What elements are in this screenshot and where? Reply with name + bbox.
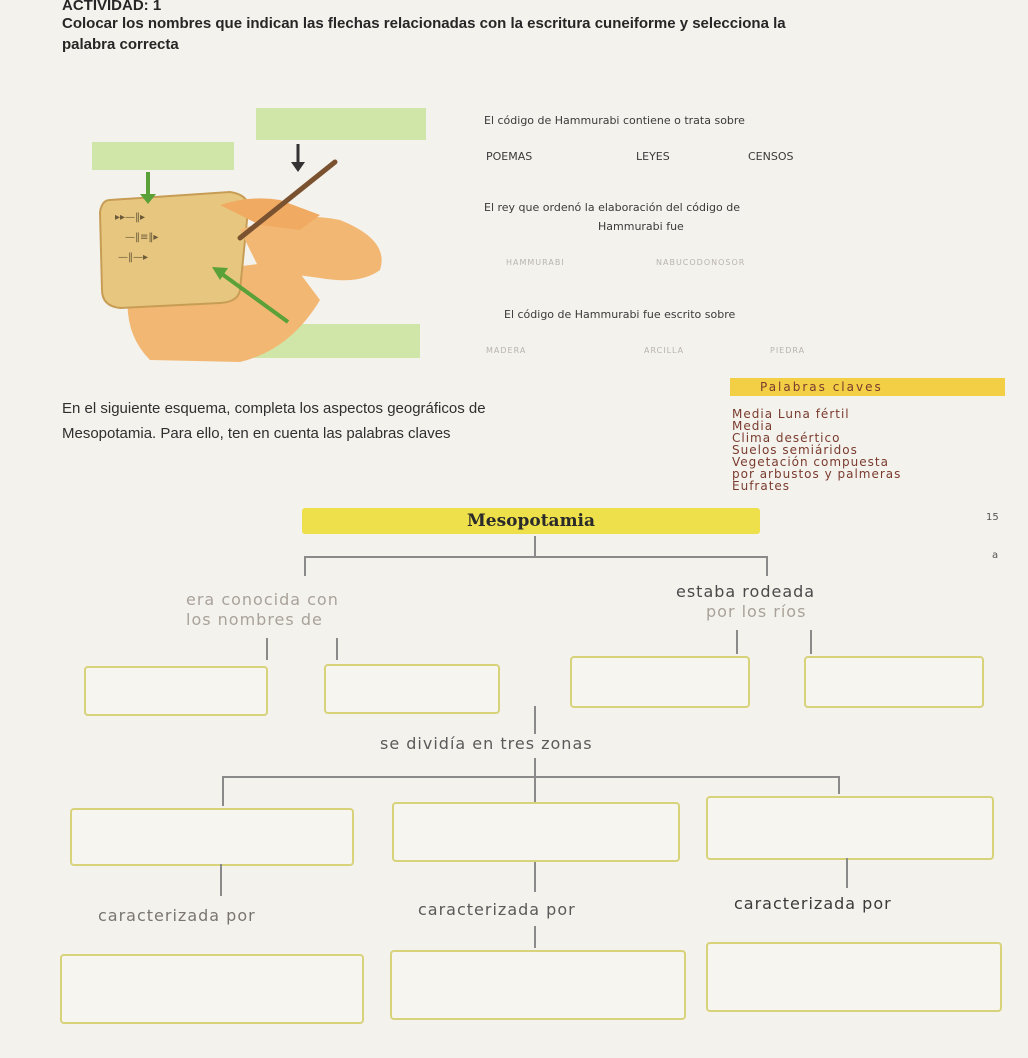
svg-text:—‖—▸: —‖—▸ xyxy=(118,252,149,263)
answer-box-zone-3[interactable] xyxy=(706,796,994,860)
answer-box-zone-1[interactable] xyxy=(70,808,354,866)
keyword-item: por arbustos y palmeras xyxy=(732,467,902,481)
quiz-option-nabucodonosor[interactable]: NABUCODONOSOR xyxy=(656,258,746,267)
connector xyxy=(810,630,812,654)
answer-box-name-2[interactable] xyxy=(324,664,500,714)
connector xyxy=(534,706,536,734)
connector xyxy=(304,556,768,558)
connector xyxy=(336,638,338,660)
quiz-option-censos[interactable]: CENSOS xyxy=(748,150,794,163)
answer-box-river-1[interactable] xyxy=(570,656,750,708)
connector xyxy=(534,536,536,556)
quiz-option-piedra[interactable]: PIEDRA xyxy=(770,346,806,355)
quiz-question-1: El código de Hammurabi contiene o trata sobre xyxy=(484,114,745,127)
connector xyxy=(222,776,840,778)
diagram-title: Mesopotamia xyxy=(302,508,760,534)
quiz-option-madera[interactable]: MADERA xyxy=(486,346,527,355)
connector xyxy=(220,864,222,896)
answer-box-name-1[interactable] xyxy=(84,666,268,716)
quiz-option-hammurabi[interactable]: HAMMURABI xyxy=(506,258,565,267)
label-known-as-line-2: los nombres de xyxy=(186,610,323,629)
connector xyxy=(534,926,536,948)
keyword-item: Eufrates xyxy=(732,479,791,493)
instruction-line-2: palabra correcta xyxy=(62,36,179,53)
connector xyxy=(534,776,536,802)
svg-text:▸▸—‖▸: ▸▸—‖▸ xyxy=(115,212,146,223)
connector xyxy=(534,758,536,776)
instruction-line-1: Colocar los nombres que indican las flechas relacionadas con la escritura cuneiforme y selecciona la xyxy=(62,15,786,32)
label-surrounded-line-1: estaba rodeada xyxy=(676,582,816,601)
label-surrounded-line-2: por los ríos xyxy=(706,602,807,621)
keyword-item: Suelos semiáridos xyxy=(732,443,858,457)
section2-instruction-line-2: Mesopotamia. Para ello, ten en cuenta las palabras claves xyxy=(62,425,451,442)
connector xyxy=(304,556,306,576)
label-characterized-2: caracterizada por xyxy=(418,900,576,919)
cuneiform-illustration xyxy=(90,100,450,375)
connector xyxy=(736,630,738,654)
keyword-item: Clima desértico xyxy=(732,431,841,445)
connector xyxy=(838,776,840,794)
margin-mark-15: 15 xyxy=(986,512,999,523)
keywords-title: Palabras claves xyxy=(730,378,1005,396)
section2-instruction-line-1: En el siguiente esquema, completa los aspectos geográficos de xyxy=(62,400,486,417)
svg-text:—‖≡‖▸: —‖≡‖▸ xyxy=(125,232,159,243)
answer-box-river-2[interactable] xyxy=(804,656,984,708)
connector xyxy=(846,858,848,888)
connector xyxy=(222,776,224,806)
answer-box-char-3[interactable] xyxy=(706,942,1002,1012)
activity-title: ACTIVIDAD: 1 xyxy=(62,0,162,14)
keyword-item: Media Luna fértil xyxy=(732,407,850,421)
quiz-option-leyes[interactable]: LEYES xyxy=(636,150,670,163)
label-characterized-3: caracterizada por xyxy=(734,894,892,913)
quiz-option-arcilla[interactable]: ARCILLA xyxy=(644,346,685,355)
quiz-question-2-line-1: El rey que ordenó la elaboración del código de xyxy=(484,201,740,214)
connector xyxy=(766,556,768,576)
connector xyxy=(534,862,536,892)
connector xyxy=(266,638,268,660)
margin-mark-a: a xyxy=(992,550,999,561)
tablet-and-hand-icon xyxy=(90,100,450,375)
label-characterized-1: caracterizada por xyxy=(98,906,256,925)
keyword-item: Vegetación compuesta xyxy=(732,455,889,469)
label-three-zones: se dividía en tres zonas xyxy=(380,734,593,753)
quiz-question-3: El código de Hammurabi fue escrito sobre xyxy=(504,308,736,321)
keyword-item: Media xyxy=(732,419,774,433)
answer-box-char-1[interactable] xyxy=(60,954,364,1024)
quiz-question-2-line-2: Hammurabi fue xyxy=(598,220,684,233)
keywords-list xyxy=(732,408,901,492)
label-known-as-line-1: era conocida con xyxy=(186,590,339,609)
answer-box-char-2[interactable] xyxy=(390,950,686,1020)
quiz-option-poemas[interactable]: POEMAS xyxy=(486,150,533,163)
answer-box-zone-2[interactable] xyxy=(392,802,680,862)
